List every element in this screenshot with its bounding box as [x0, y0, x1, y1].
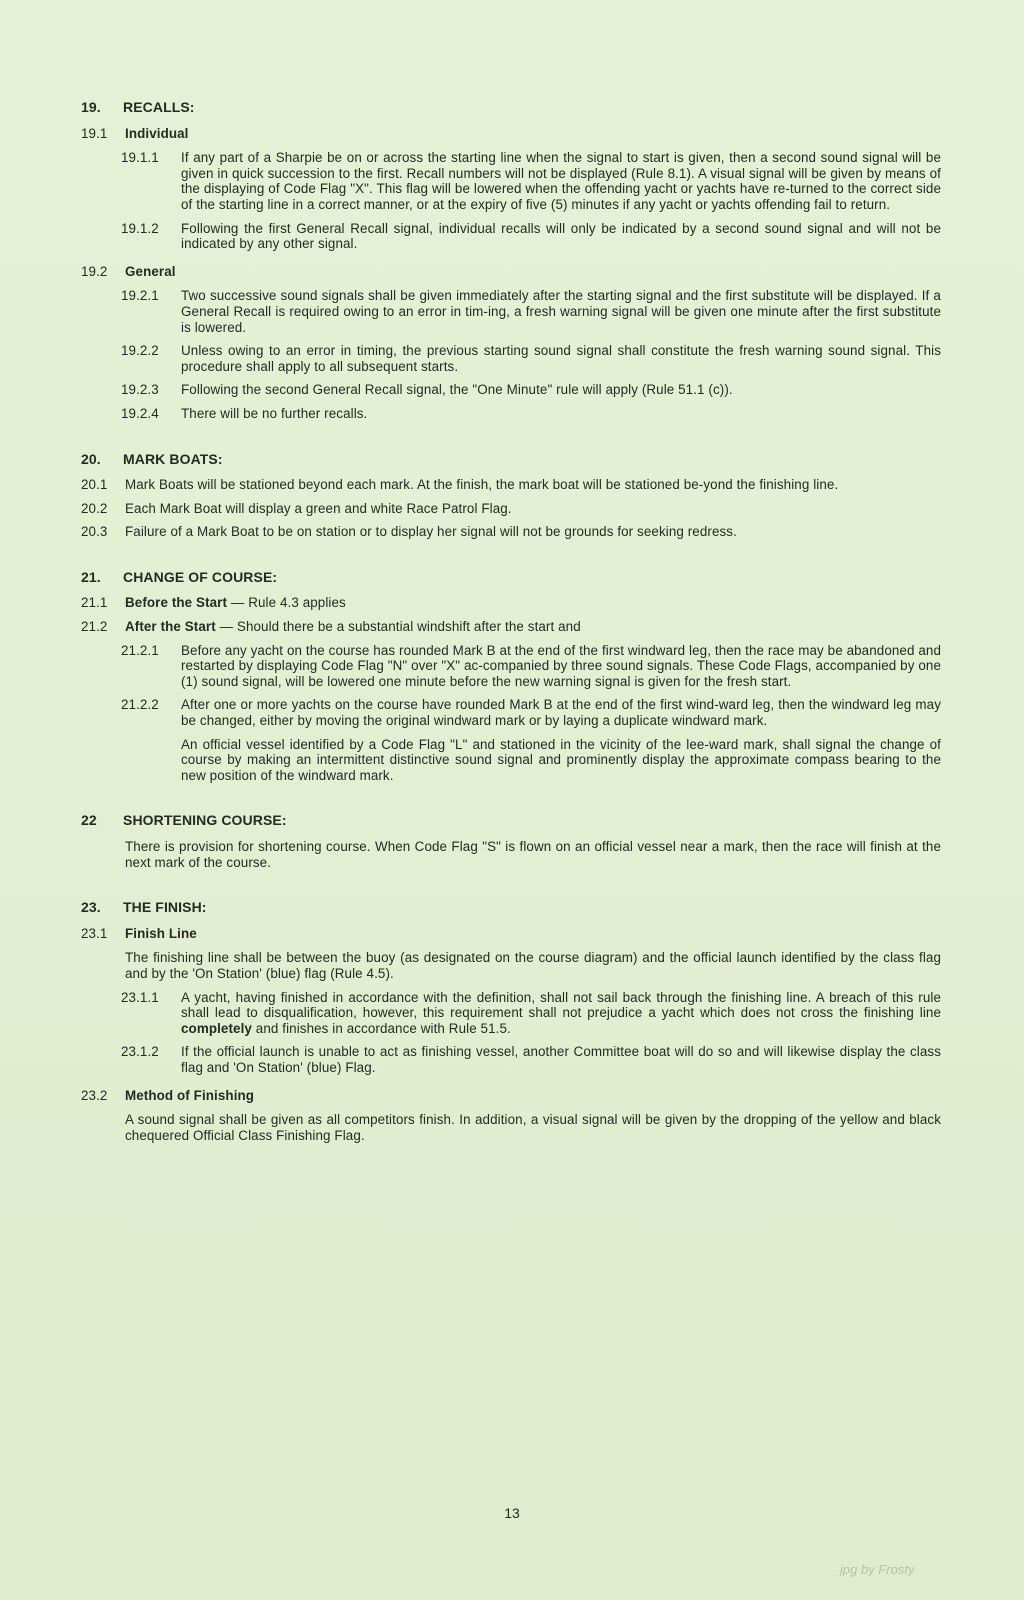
subsection-number: 23.1 [81, 925, 108, 941]
paragraph [81, 501, 941, 517]
clause [121, 697, 941, 728]
page-number: 13 [504, 1505, 520, 1521]
clause-text: Unless owing to an error in timing, the previous starting sound signal shall constitute the fresh warning sound signal. This procedure shall apply to all subsequent starts. [181, 343, 941, 374]
clause-number: 19.2.1 [121, 288, 159, 304]
paragraph-text: Failure of a Mark Boat to be on station or to display her signal will not be grounds for seeking redress. [125, 524, 737, 540]
section-heading [81, 100, 941, 116]
clause-emphasis: completely [181, 1020, 252, 1036]
paragraph-number: 20.2 [81, 500, 108, 516]
clause-text: Following the second General Recall signal, the "One Minute" rule will apply (Rule 51.1 (c)). [181, 382, 733, 398]
watermark: jpg by Frosty [840, 1562, 915, 1577]
clause-text: Two successive sound signals shall be given immediately after the starting signal and the first substitute will be displayed. If a General Recall is required owing to an error in tim-ing, a fresh warning signal will be given one minute after the first substitute is lowered. [181, 288, 941, 335]
clause-number: 19.1.1 [121, 150, 159, 166]
paragraph [81, 595, 941, 611]
clause [121, 343, 941, 374]
clause-text: If the official launch is unable to act as finishing vessel, another Committee boat will do so and will likewise display the class flag and 'On Station' (blue) Flag. [181, 1044, 941, 1075]
clause-text: After one or more yachts on the course have rounded Mark B at the end of the first wind-ward leg, then the windward leg may be changed, either by moving the original windward mark or by laying a duplicate windward mark. [181, 697, 941, 729]
clause-number: 19.2.2 [121, 343, 159, 359]
clause-number: 19.1.2 [121, 220, 159, 236]
subsection-title: General [125, 263, 176, 279]
paragraph-label: After the Start [125, 619, 216, 635]
paragraph [81, 619, 941, 635]
clause [121, 990, 941, 1037]
section-heading [81, 452, 941, 468]
subsection-heading [81, 926, 941, 942]
paragraph-number: 20.1 [81, 477, 108, 493]
subsection-heading [81, 1088, 941, 1104]
subsection-number: 19.2 [81, 263, 108, 279]
clause-number: 21.2.2 [121, 697, 159, 713]
clause-text [181, 990, 941, 1037]
clause-number: 23.1.1 [121, 989, 159, 1005]
subsection-heading [81, 126, 941, 142]
subsection-heading [81, 264, 941, 280]
paragraph-text [125, 595, 941, 611]
section-number: 19. [81, 99, 101, 115]
subsection-number: 23.2 [81, 1087, 108, 1103]
clause-text-part: and finishes in accordance with Rule 51.5. [251, 1020, 511, 1036]
section-number: 21. [81, 568, 101, 585]
section-heading [81, 900, 941, 916]
bleed-through-text [300, 62, 306, 88]
section-heading [81, 570, 941, 586]
clause-text: Before any yacht on the course has rounded Mark B at the end of the first windward leg, then the race may be abandoned and restarted by displaying Code Flag "N" over "X" ac-companied by three sound signals. These Code Flags, accompanied by one (1) sound signal, will be lowered one minute before the new warning signal is given for the fresh start. [181, 642, 941, 689]
section-title: MARK BOATS: [123, 450, 223, 467]
document-content [81, 100, 941, 1151]
clause [121, 1044, 941, 1075]
section-number: 22 [81, 812, 97, 829]
section-title: THE FINISH: [123, 899, 207, 916]
paragraph-text: Mark Boats will be stationed beyond each mark. At the finish, the mark boat will be stationed be-yond the finishing line. [125, 477, 839, 493]
clause-number: 23.1.2 [121, 1044, 159, 1060]
subsection-body: The finishing line shall be between the buoy (as designated on the course diagram) and the official launch identified by the class flag and by the 'On Station' (blue) flag (Rule 4.5). [125, 950, 941, 981]
clause-number: 21.2.1 [121, 642, 159, 658]
paragraph [81, 524, 941, 540]
clause-text: There will be no further recalls. [181, 405, 368, 421]
clause [121, 150, 941, 212]
section-title: SHORTENING COURSE: [123, 812, 287, 829]
clause [121, 288, 941, 335]
paragraph-number: 21.1 [81, 595, 108, 611]
clause [121, 382, 941, 398]
paragraph-number: 20.3 [81, 524, 108, 540]
subsection-body: A sound signal shall be given as all competitors finish. In addition, a visual signal will be given by the dropping of the yellow and black chequered Official Class Finishing Flag. [125, 1112, 941, 1143]
clause [121, 221, 941, 252]
clause-text: If any part of a Sharpie be on or across the starting line when the signal to start is given, then a second sound signal will be given in quick succession to the first. Recall numbers will not be displayed (Rule 8.1). A visual signal will be given by means of the displaying of Code Flag "X". This flag will be lowered when the offending yacht or yachts have re-turned to the correct side of the starting line in a correct manner, or at the expiry of five (5) minutes if any yacht or yachts offending fail to return. [181, 150, 941, 212]
paragraph-text [125, 619, 941, 635]
clause-text-part: A yacht, having finished in accordance with the definition, shall not sail back through the finishing line. A breach of this rule shall lead to disqualification, however, this requirement shall not prejudice a yacht which does not cross the finishing line [181, 989, 941, 1021]
paragraph-label: Before the Start [125, 595, 228, 611]
clause [121, 643, 941, 690]
clause-continuation: An official vessel identified by a Code Flag "L" and stationed in the vicinity of the lee-ward mark, shall signal the change of course by making an intermittent distinctive sound signal and prominently display the approximate compass bearing to the new position of the windward mark. [181, 736, 941, 783]
clause-number: 19.2.3 [121, 382, 159, 398]
section-body: There is provision for shortening course. When Code Flag "S" is flown on an official vessel near a mark, then the race will finish at the next mark of the course. [125, 839, 941, 870]
section-title: CHANGE OF COURSE: [123, 568, 278, 585]
subsection-number: 19.1 [81, 125, 108, 141]
clause-text: Following the first General Recall signal, individual recalls will only be indicated by a second sound signal and will not be indicated by any other signal. [181, 220, 941, 252]
subsection-title: Individual [125, 125, 189, 141]
section-heading [81, 813, 941, 829]
paragraph-number: 21.2 [81, 619, 108, 635]
clause-number: 19.2.4 [121, 405, 159, 421]
paragraph-body: — Should there be a substantial windshift after the start and [215, 619, 581, 635]
section-number: 20. [81, 450, 101, 467]
paragraph-text: Each Mark Boat will display a green and white Race Patrol Flag. [125, 500, 512, 516]
clause [121, 406, 941, 422]
subsection-title: Method of Finishing [125, 1087, 255, 1103]
section-number: 23. [81, 899, 101, 916]
subsection-title: Finish Line [125, 925, 197, 941]
paragraph-body: — Rule 4.3 applies [227, 595, 346, 611]
section-title: RECALLS: [123, 99, 195, 115]
paragraph [81, 477, 941, 493]
